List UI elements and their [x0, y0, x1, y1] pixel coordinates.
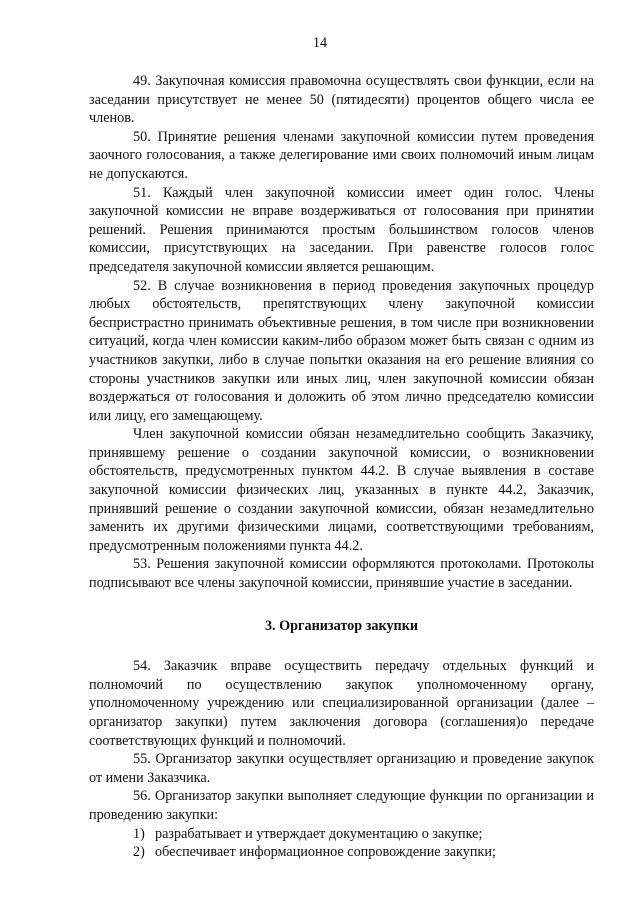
section-heading: 3. Организатор закупки [264, 617, 419, 634]
paragraph-51: 51. Каждый член закупочной комиссии имеет один голос. Члены закупочной комиссии не вправе воздерживаться от голосования при принятии решений. Решения принимаются простым большинством голосов членов комиссии, присутствующих на заседании. При равенстве голосов голос председателя закупочной комиссии является решающим. [89, 184, 594, 275]
list-item-text: обеспечивает информационное сопровождение закупки; [155, 844, 496, 861]
paragraph-54: 54. Заказчик вправе осуществить передачу отдельных функций и полномочий по осуществлению закупок уполномоченному органу, уполномоченному учреждению или специализированной организации (далее – организатор закупки) путем заключения договора (соглашения)о передаче соответствующих функций и полномочий. [89, 658, 594, 749]
paragraph-52-continuation: Член закупочной комиссии обязан незамедлительно сообщить Заказчику, принявшему решение о создании закупочной комиссии, о возникновении обстоятельств, предусмотренных пунктом 44.2. В случае выявления в составе закупочной комиссии физических лиц, указанных в пункте 44.2, Заказчик, принявший решение о создании закупочной комиссии, обязан незамедлительно заменить их другими физическими лицами, соответствующими требованиям, предусмотренным положениями пункта 44.2. [89, 426, 594, 554]
paragraph-53: 53. Решения закупочной комиссии оформляются протоколами. Протоколы подписывают все члены закупочной комиссии, принявшие участие в заседании. [89, 556, 594, 592]
list-item-text: разрабатывает и утверждает документацию о закупке; [155, 825, 483, 842]
document-body [89, 72, 594, 862]
list-item-number: 2) [133, 844, 145, 861]
list-item [89, 825, 594, 844]
paragraph-52: 52. В случае возникновения в период проведения закупочных процедур любых обстоятельств, препятствующих члену закупочной комиссии беспристрастно принимать объективные решения, в том числе при возникновении ситуаций, когда член комиссии каким-либо образом может быть связан с одним из участников закупки, либо в случае попытки оказания на его решение влияния со стороны участников закупки или иных лиц, член закупочной комиссии обязан воздержаться от голосования и доложить об этом лично председателю комиссии или лицу, его замещающему. [89, 277, 594, 424]
list-item-number: 1) [133, 825, 145, 842]
list-item [89, 843, 594, 862]
paragraph-56: 56. Организатор закупки выполняет следующие функции по организации и проведению закупки: [89, 788, 594, 823]
paragraph-55: 55. Организатор закупки осуществляет организацию и проведение закупок от имени Заказчика. [89, 751, 594, 786]
paragraph-50: 50. Принятие решения членами закупочной комиссии путем проведения заочного голосования, а также делегирование ими своих полномочий иным лицам не допускаются. [89, 128, 594, 182]
page-number: 14 [312, 35, 328, 51]
paragraph-49: 49. Закупочная комиссия правомочна осуществлять свои функции, если на заседании присутствует не менее 50 (пятидесяти) процентов общего числа ее членов. [89, 73, 594, 127]
